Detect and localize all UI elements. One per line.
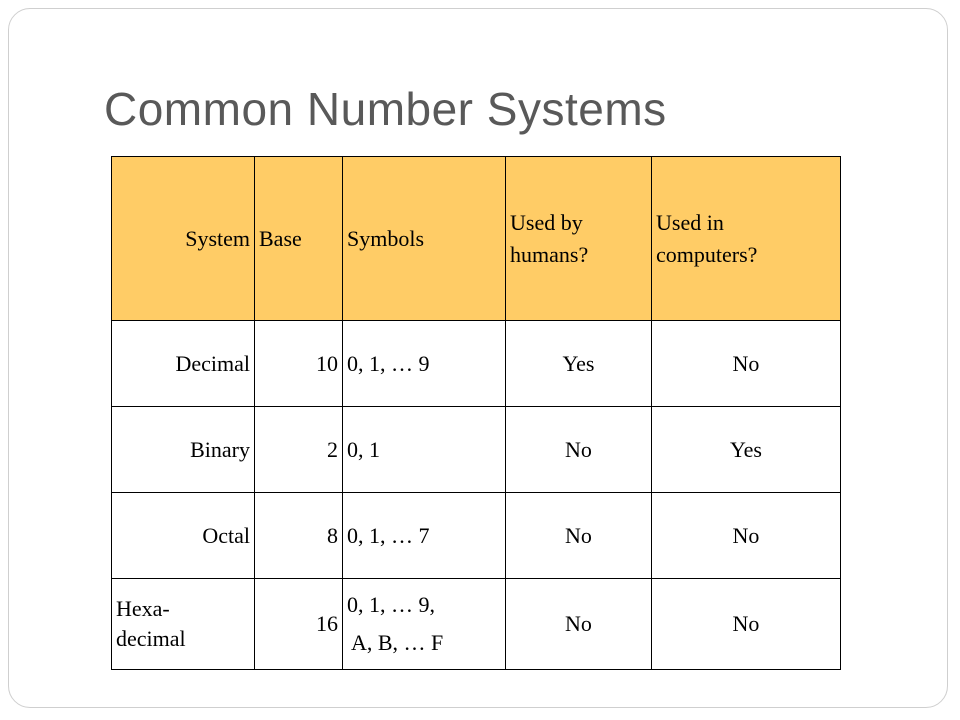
- cell-used-by-humans: No: [506, 579, 652, 670]
- header-used-in-computers: [652, 157, 841, 321]
- cell-used-by-humans: No: [506, 493, 652, 579]
- cell-base: 10: [255, 321, 343, 407]
- cell-used-in-computers: No: [652, 579, 841, 670]
- header-used-in-computers-line2: computers?: [656, 241, 758, 267]
- cell-used-by-humans: Yes: [506, 321, 652, 407]
- header-used-by-humans: [506, 157, 652, 321]
- header-used-by-humans-line2: humans?: [510, 241, 589, 267]
- cell-system-line2: decimal: [116, 626, 186, 651]
- cell-used-in-computers: No: [652, 493, 841, 579]
- cell-symbols: [343, 579, 506, 670]
- cell-used-by-humans: No: [506, 407, 652, 493]
- cell-symbols-line2: A, B, … F: [351, 630, 444, 655]
- table-row: [112, 407, 841, 493]
- cell-base: 16: [255, 579, 343, 670]
- cell-symbols-line1: 0, 1, … 9,: [347, 592, 435, 617]
- cell-base: 2: [255, 407, 343, 493]
- cell-system: Decimal: [112, 321, 255, 407]
- table-header-row: [112, 157, 841, 321]
- header-symbols: Symbols: [343, 157, 506, 321]
- cell-used-in-computers: Yes: [652, 407, 841, 493]
- cell-system: [112, 579, 255, 670]
- cell-symbols: 0, 1, … 9: [343, 321, 506, 407]
- cell-symbols: 0, 1, … 7: [343, 493, 506, 579]
- cell-system-line1: Hexa-: [116, 596, 170, 621]
- header-used-by-humans-line1: Used by: [510, 209, 583, 235]
- number-systems-table: [111, 156, 841, 670]
- table-row: [112, 579, 841, 670]
- slide-title: Common Number Systems: [104, 83, 667, 135]
- header-used-in-computers-line1: Used in: [656, 209, 724, 235]
- header-base: Base: [255, 157, 343, 321]
- header-system: System: [112, 157, 255, 321]
- table-row: [112, 321, 841, 407]
- cell-system: Octal: [112, 493, 255, 579]
- cell-base: 8: [255, 493, 343, 579]
- cell-used-in-computers: No: [652, 321, 841, 407]
- cell-system: Binary: [112, 407, 255, 493]
- table-row: [112, 493, 841, 579]
- cell-symbols: 0, 1: [343, 407, 506, 493]
